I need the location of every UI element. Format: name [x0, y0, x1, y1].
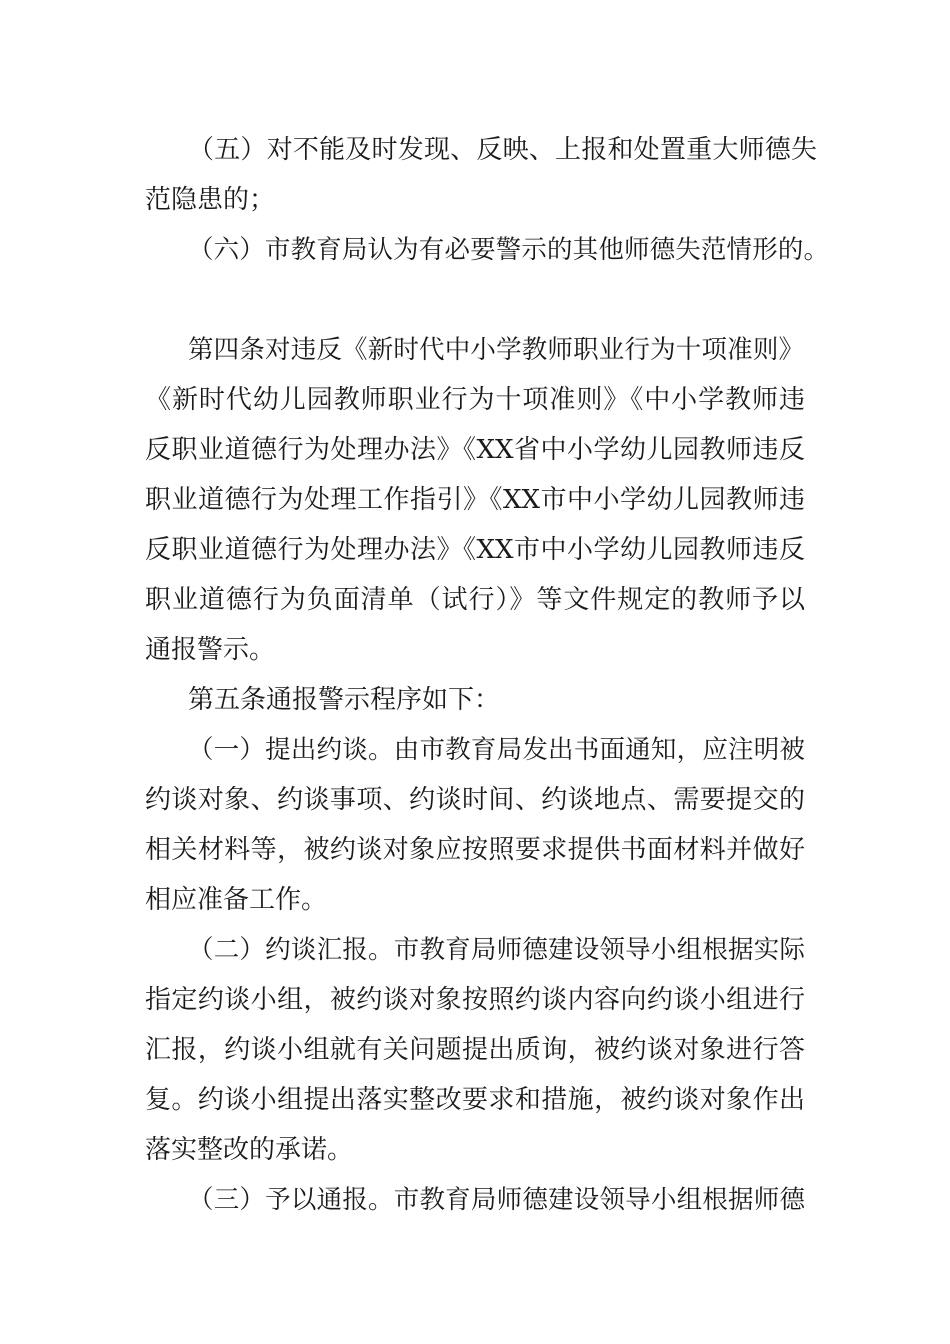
paragraph-line: 复。约谈小组提出落实整改要求和措施，被约谈对象作出 [145, 1085, 805, 1115]
paragraph-line: 职业道德行为负面清单（试行）》等文件规定的教师予以 [145, 585, 805, 615]
paragraph-line: 第五条通报警示程序如下： [188, 685, 501, 715]
paragraph-line: （一）提出约谈。由市教育局发出书面通知，应注明被 [188, 735, 805, 765]
paragraph-line: 反职业道德行为处理办法》《XX市中小学幼儿园教师违反 [145, 535, 805, 565]
paragraph-line: 反职业道德行为处理办法》《XX省中小学幼儿园教师违反 [145, 435, 805, 465]
paragraph-line: 相关材料等，被约谈对象应按照要求提供书面材料并做好 [145, 835, 805, 865]
paragraph-line: 范隐患的； [145, 185, 276, 215]
paragraph-line: 第四条对违反《新时代中小学教师职业行为十项准则》 [188, 335, 804, 365]
paragraph-line: （六）市教育局认为有必要警示的其他师德失范情形的。 [188, 235, 829, 265]
paragraph-line: 汇报，约谈小组就有关问题提出质询，被约谈对象进行答 [145, 1035, 805, 1065]
paragraph-line: 《新时代幼儿园教师职业行为十项准则》《中小学教师违 [145, 385, 805, 415]
paragraph-line: 约谈对象、约谈事项、约谈时间、约谈地点、需要提交的 [145, 785, 805, 815]
paragraph-line: 指定约谈小组，被约谈对象按照约谈内容向约谈小组进行 [145, 985, 805, 1015]
paragraph-line: （二）约谈汇报。市教育局师德建设领导小组根据实际 [188, 935, 805, 965]
paragraph-line: 通报警示。 [145, 635, 276, 665]
paragraph-line: （三）予以通报。市教育局师德建设领导小组根据师德 [188, 1185, 805, 1215]
paragraph-line: 相应准备工作。 [145, 885, 328, 915]
paragraph-line: 职业道德行为处理工作指引》《XX市中小学幼儿园教师违 [145, 485, 805, 515]
paragraph-line: （五）对不能及时发现、反映、上报和处置重大师德失 [188, 135, 817, 165]
paragraph-line: 落实整改的承诺。 [145, 1135, 354, 1165]
